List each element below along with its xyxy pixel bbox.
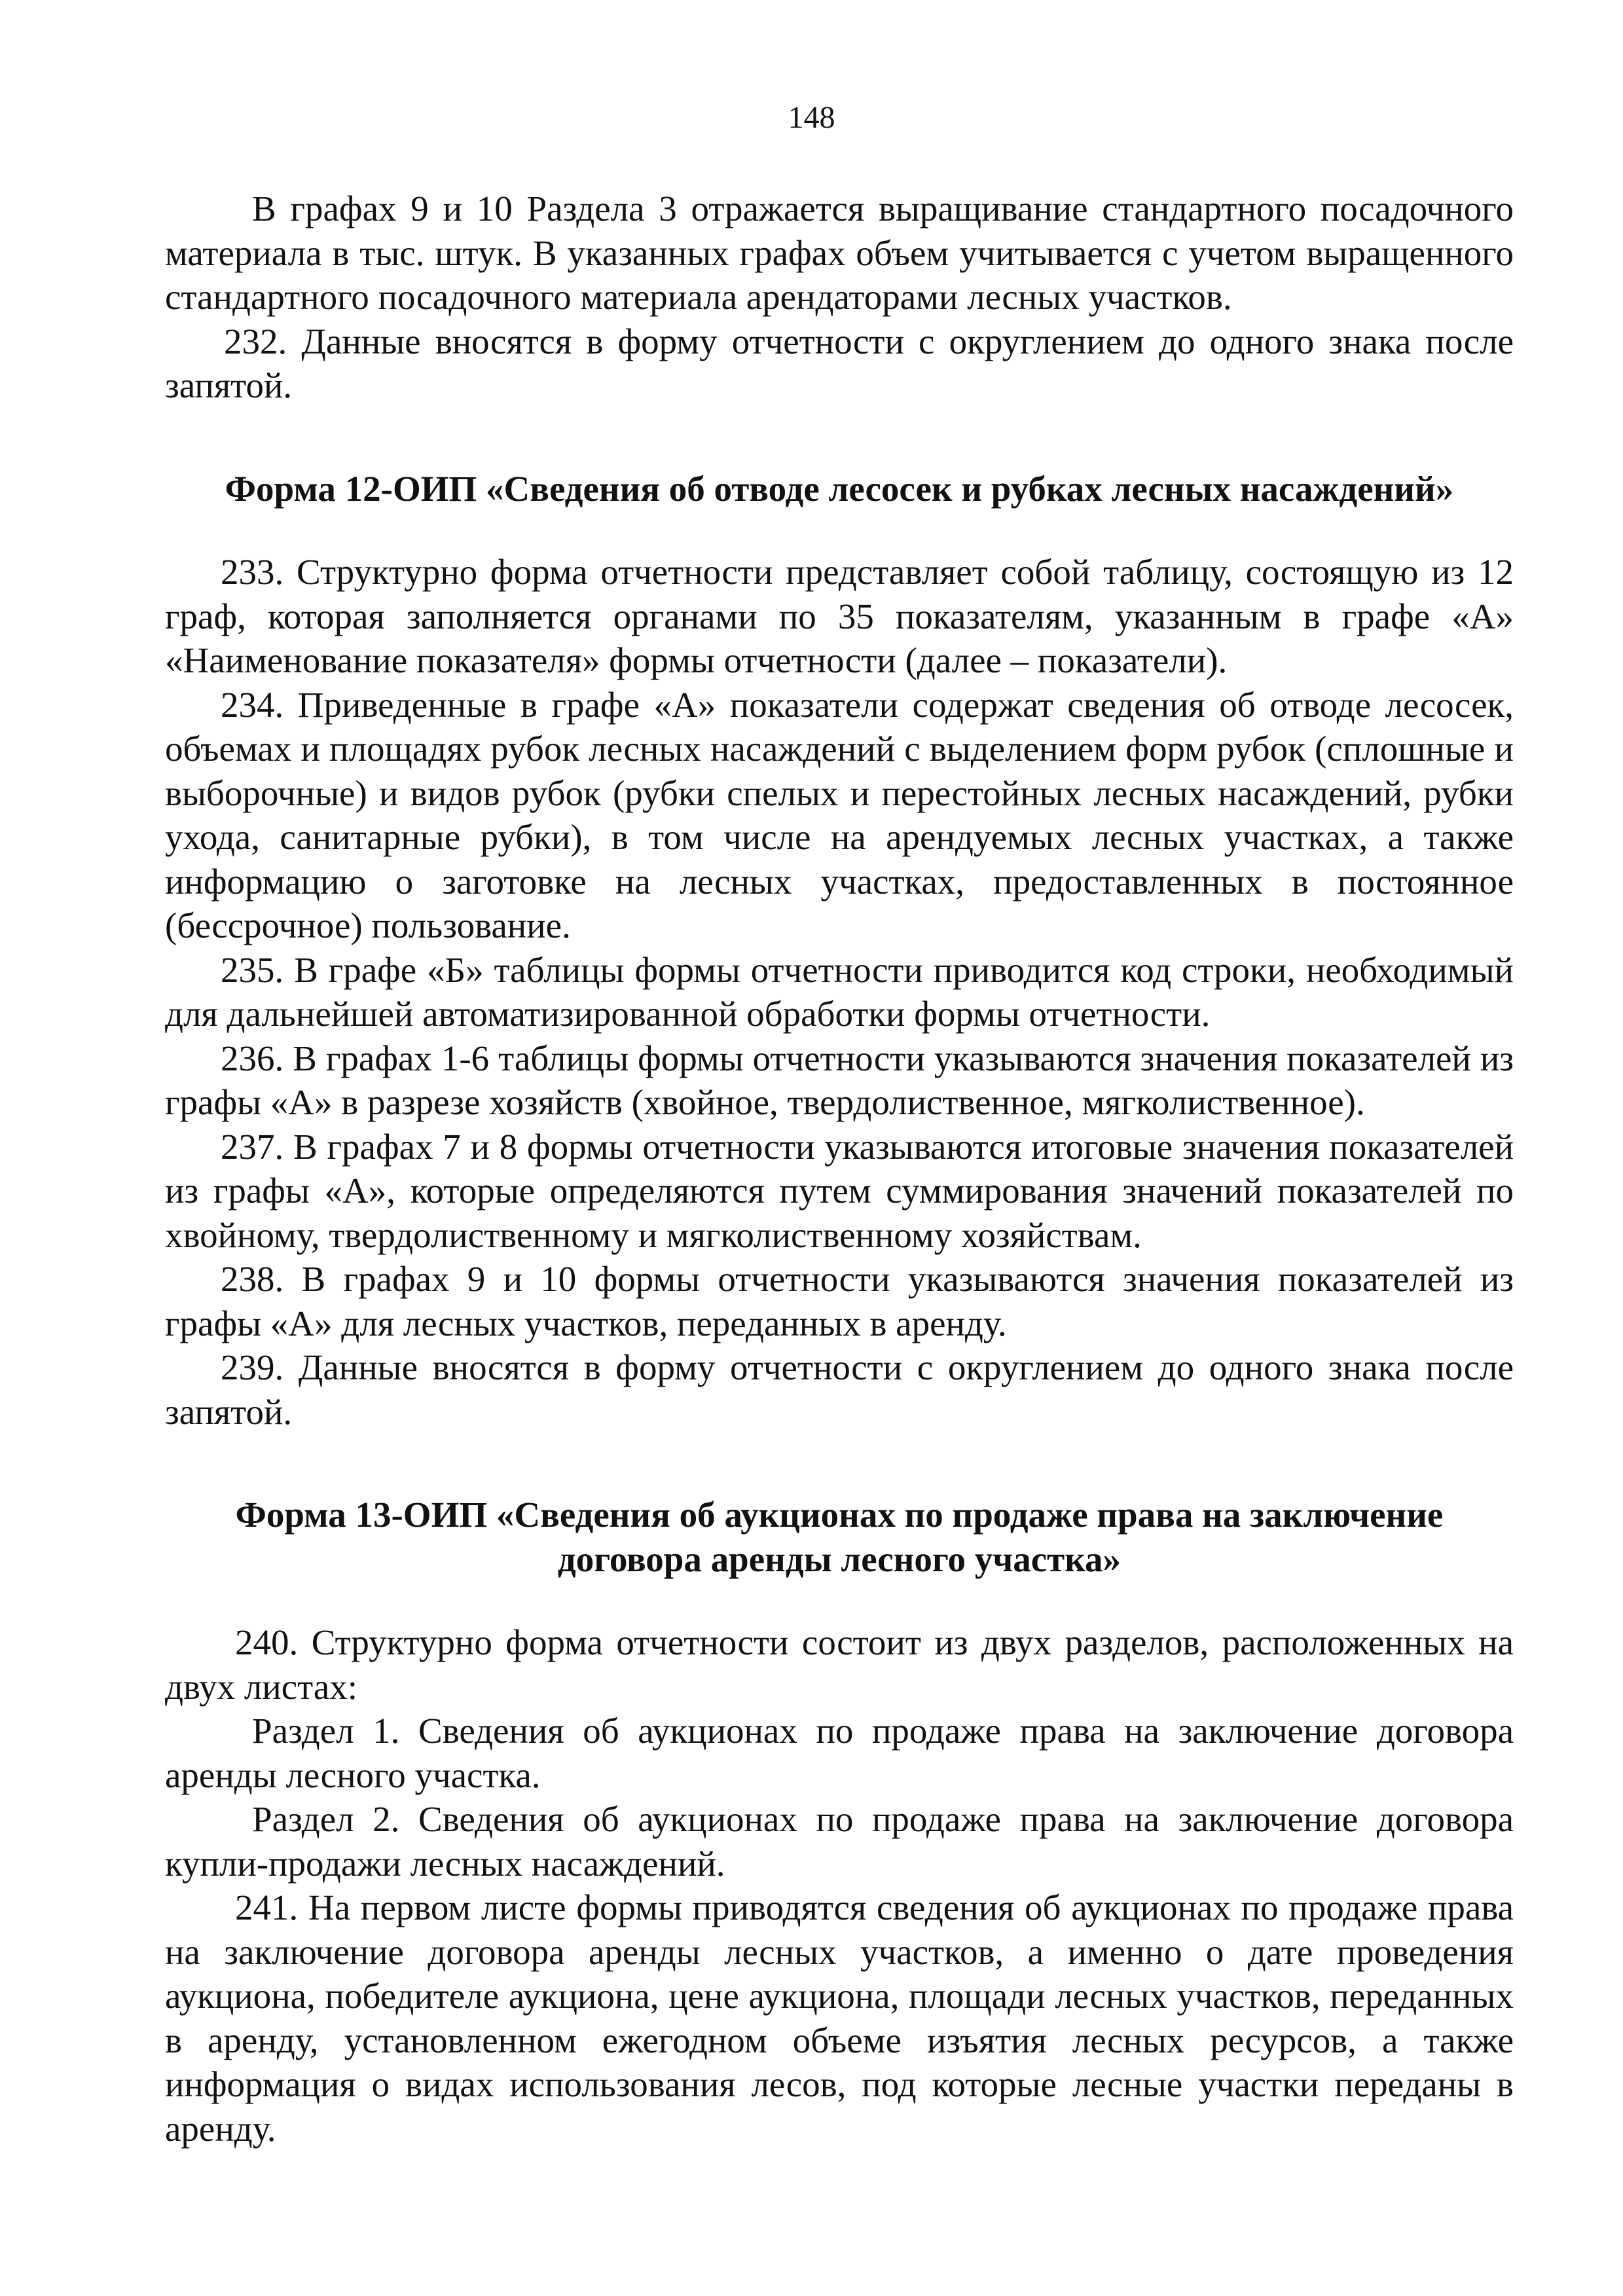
- paragraph-241: 241. На первом листе формы приводятся сведения об аукционах по продаже права на заключение договора аренды лесных участков, а именно о дате проведения аукциона, победителе аукциона, цене аукциона, площади лесных участков, переданных в аренду, установленном ежегодном объеме изъятия лесных ресурсов, а также информация о видах использования лесов, под которые лесные участки переданы в аренду.: [165, 1887, 1514, 2149]
- heading-form-13-line2: договора аренды лесного участка»: [557, 1539, 1122, 1579]
- paragraph-235: 235. В графе «Б» таблицы формы отчетности приводится код строки, необходимый для дальнейшей автоматизированной обработки формы отчетности.: [165, 949, 1514, 1034]
- paragraph-237: 237. В графах 7 и 8 формы отчетности указываются итоговые значения показателей из графы «А», которые определяются путем суммирования значений показателей по хвойному, твердолиственному и мягколиственному хозяйствам.: [165, 1126, 1514, 1255]
- paragraph-240: 240. Структурно форма отчетности состоит из двух разделов, расположенных на двух листах:: [165, 1622, 1514, 1707]
- paragraph-233: 233. Структурно форма отчетности представляет собой таблицу, состоящую из 12 граф, которая заполняется органами по 35 показателям, указанным в графе «А» «Наименование показателя» формы отчетности (далее – показатели).: [165, 552, 1514, 680]
- heading-form-12: Форма 12-ОИП «Сведения об отводе лесосек и рубках лесных насаждений»: [225, 468, 1454, 509]
- paragraph-238: 238. В графах 9 и 10 формы отчетности указываются значения показателей из графы «А» для лесных участков, переданных в аренду.: [165, 1259, 1514, 1343]
- heading-form-13-line1: Форма 13-ОИП «Сведения об аукционах по продаже права на заключение: [235, 1495, 1444, 1535]
- paragraph-239: 239. Данные вносятся в форму отчетности с округлением до одного знака после запятой.: [165, 1347, 1514, 1432]
- paragraph-section-2: Раздел 2. Сведения об аукционах по продаже права на заключение договора купли-продажи лесных насаждений.: [165, 1799, 1514, 1884]
- paragraph-232: 232. Данные вносятся в форму отчетности с округлением до одного знака после запятой.: [165, 321, 1514, 405]
- paragraph-234: 234. Приведенные в графе «А» показатели содержат сведения об отводе лесосек, объемах и площадях рубок лесных насаждений с выделением форм рубок (сплошные и выборочные) и видов рубок (рубки спелых и перестойных лесных насаждений, рубки ухода, санитарные рубки), в том числе на арендуемых лесных участках, а также информацию о заготовке на лесных участках, предоставленных в постоянное (бессрочное) пользование.: [165, 684, 1514, 945]
- paragraph-236: 236. В графах 1-6 таблицы формы отчетности указываются значения показателей из графы «А» в разрезе хозяйств (хвойное, твердолиственное, мягколиственное).: [165, 1038, 1514, 1122]
- document-body: [165, 187, 1514, 2151]
- paragraph-section-1: Раздел 1. Сведения об аукционах по продаже права на заключение договора аренды лесного участка.: [165, 1711, 1514, 1795]
- page-number: 148: [788, 100, 835, 135]
- paragraph: В графах 9 и 10 Раздела 3 отражается выращивание стандартного посадочного материала в тыс. штук. В указанных графах объем учитывается с учетом выращенного стандартного посадочного материала арендаторами лесных участков.: [165, 189, 1514, 317]
